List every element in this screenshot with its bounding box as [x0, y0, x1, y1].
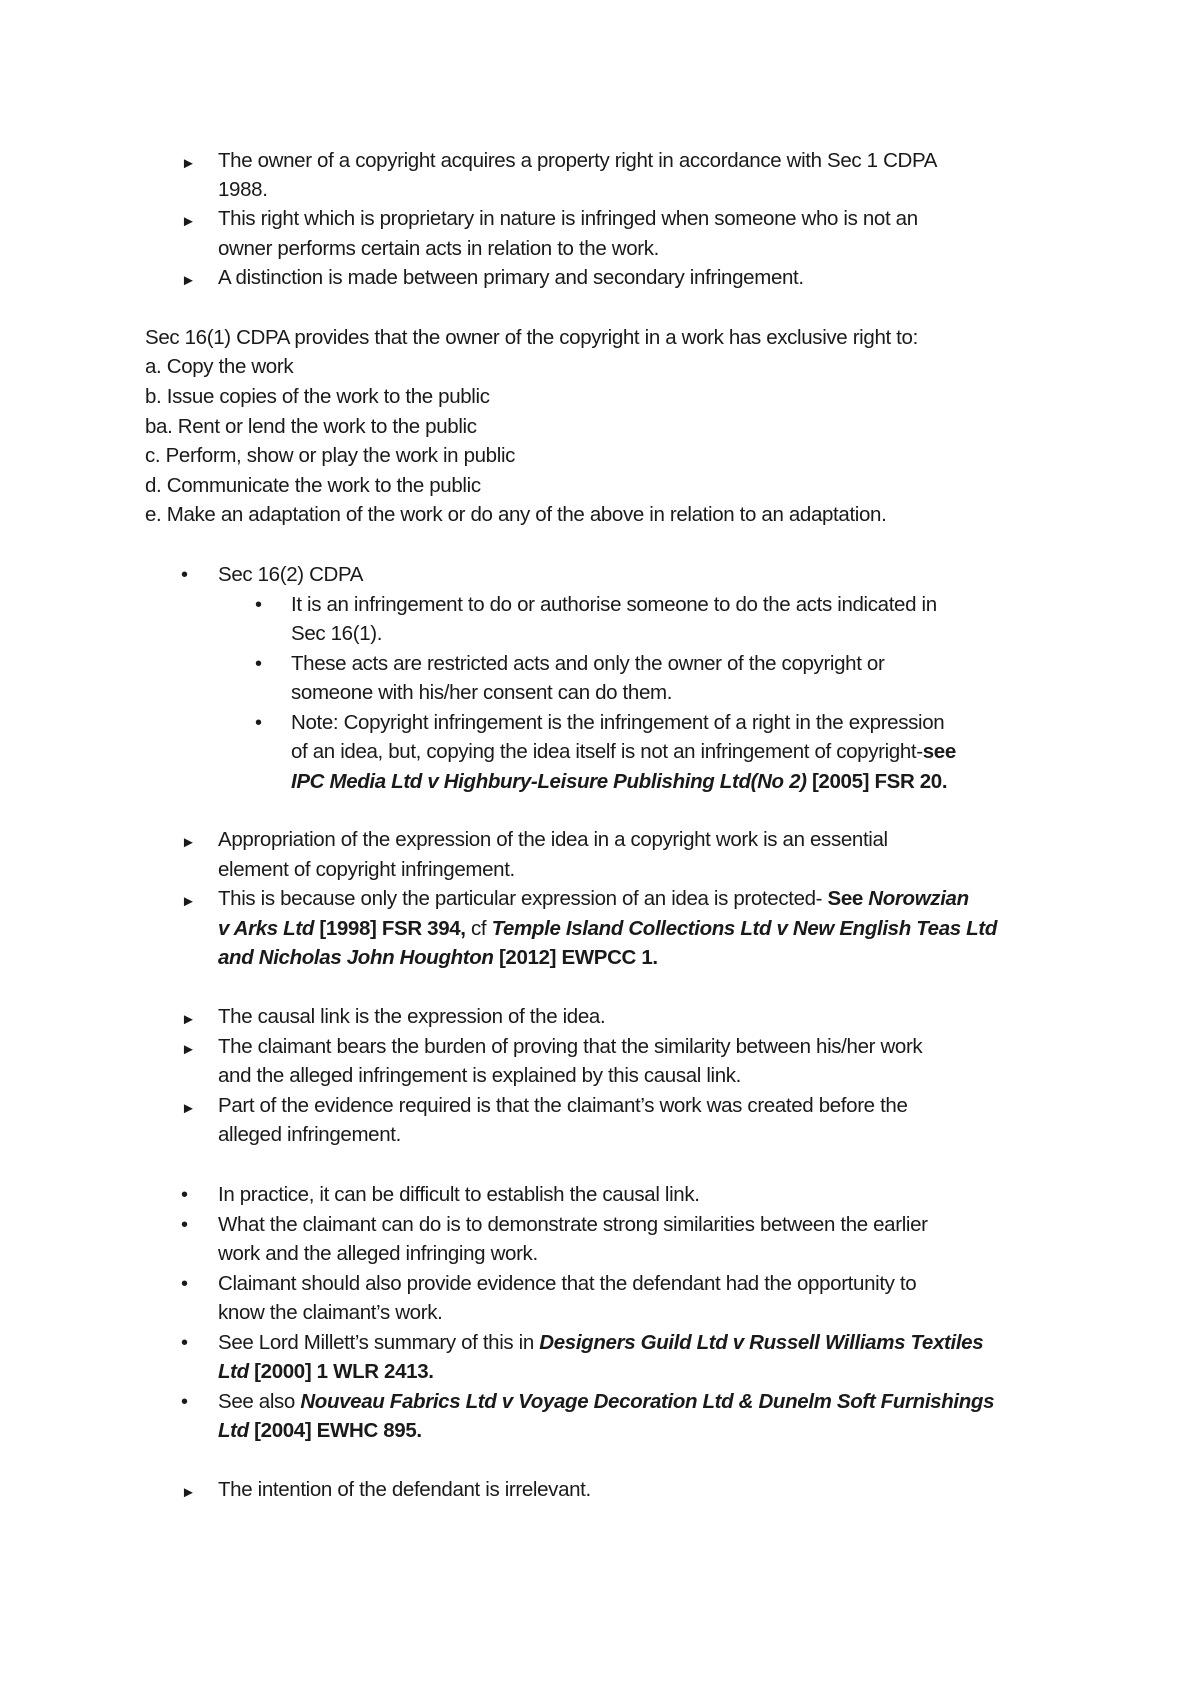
sec16-1-intro: Sec 16(1) CDPA provides that the owner of the copyright in a work has exclusive right to: [145, 326, 918, 349]
intro-bullet-2-cont: owner performs certain acts in relation to the work. [218, 237, 659, 260]
intro-bullet-1: The owner of a copyright acquires a property right in accordance with Sec 1 CDPA [218, 149, 938, 172]
practice-bullet-4-cont [218, 1357, 434, 1387]
sec16-1-item-ba: ba. Rent or lend the work to the public [145, 415, 477, 438]
case-citation: [2000] 1 WLR 2413. [248, 1360, 434, 1383]
sec16-2-sub3: Note: Copyright infringement is the infringement of a right in the expression [291, 711, 945, 734]
appropriation-bullet-2-cont2 [218, 943, 658, 973]
practice-bullet-5-cont [218, 1416, 422, 1446]
dot-bullet-icon: • [255, 653, 262, 675]
arrow-bullet-icon: ► [181, 155, 196, 172]
practice-bullet-3-cont: know the claimant’s work. [218, 1301, 443, 1324]
arrow-bullet-icon: ► [181, 893, 196, 910]
arrow-bullet-icon: ► [181, 1011, 196, 1028]
case-name: Nouveau Fabrics Ltd v Voyage Decoration Ltd & Dunelm Soft Furnishings [300, 1390, 995, 1413]
sec16-2-sub1-cont: Sec 16(1). [291, 622, 383, 645]
practice-bullet-3: Claimant should also provide evidence that the defendant had the opportunity to [218, 1272, 917, 1295]
sec16-2-sub3-cont [291, 737, 956, 767]
practice-bullet-5 [218, 1387, 994, 1417]
note-text: of an idea, but, copying the idea itself is not an infringement of copyright- [291, 740, 923, 763]
appropriation-bullet-2 [218, 884, 969, 914]
text-run: See also [218, 1390, 301, 1413]
practice-bullet-2-cont: work and the alleged infringing work. [218, 1242, 538, 1265]
case-name: v Arks Ltd [218, 917, 314, 940]
causal-bullet-3: Part of the evidence required is that the claimant’s work was created before the [218, 1094, 908, 1117]
dot-bullet-icon: • [255, 594, 262, 616]
dot-bullet-icon: • [181, 1332, 188, 1354]
arrow-bullet-icon: ► [181, 1041, 196, 1058]
case-name: Temple Island Collections Ltd v New English Teas Ltd [491, 917, 997, 940]
case-citation: [2012] EWPCC 1. [493, 946, 658, 969]
sec16-1-item-b: b. Issue copies of the work to the public [145, 385, 490, 408]
sec16-2-sub3-citation [291, 767, 947, 797]
case-name: IPC Media Ltd v Highbury-Leisure Publishing Ltd(No 2) [291, 770, 807, 793]
dot-bullet-icon: • [181, 1391, 188, 1413]
case-name: and Nicholas John Houghton [218, 946, 494, 969]
arrow-bullet-icon: ► [181, 213, 196, 230]
sec16-2-sub2-cont: someone with his/her consent can do them. [291, 681, 673, 704]
causal-bullet-3-cont: alleged infringement. [218, 1123, 401, 1146]
intro-bullet-3: A distinction is made between primary and secondary infringement. [218, 266, 804, 289]
dot-bullet-icon: • [181, 564, 188, 586]
sec16-2-sub1: It is an infringement to do or authorise someone to do the acts indicated in [291, 593, 937, 616]
appropriation-bullet-2-cont [218, 914, 997, 944]
dot-bullet-icon: • [181, 1273, 188, 1295]
dot-bullet-icon: • [181, 1214, 188, 1236]
sec16-2-sub2: These acts are restricted acts and only the owner of the copyright or [291, 652, 885, 675]
intro-bullet-2: This right which is proprietary in nature is infringed when someone who is not an [218, 207, 918, 230]
dot-bullet-icon: • [255, 712, 262, 734]
case-name: Designers Guild Ltd v Russell Williams Textiles [539, 1331, 984, 1354]
causal-bullet-1: The causal link is the expression of the idea. [218, 1005, 606, 1028]
case-name: Ltd [218, 1360, 249, 1383]
dot-bullet-icon: • [181, 1184, 188, 1206]
practice-bullet-2: What the claimant can do is to demonstrate strong similarities between the earlier [218, 1213, 928, 1236]
sec16-1-item-d: d. Communicate the work to the public [145, 474, 481, 497]
case-citation: [1998] FSR 394, [314, 917, 471, 940]
practice-bullet-4 [218, 1328, 983, 1358]
causal-bullet-2: The claimant bears the burden of proving that the similarity between his/her work [218, 1035, 923, 1058]
case-name: Norowzian [868, 887, 969, 910]
case-citation: [2005] FSR 20. [806, 770, 948, 793]
practice-bullet-1: In practice, it can be difficult to establish the causal link. [218, 1183, 700, 1206]
causal-bullet-2-cont: and the alleged infringement is explained by this causal link. [218, 1064, 742, 1087]
sec16-1-item-c: c. Perform, show or play the work in public [145, 444, 516, 467]
sec16-1-item-e: e. Make an adaptation of the work or do any of the above in relation to an adaptation. [145, 503, 887, 526]
arrow-bullet-icon: ► [181, 1484, 196, 1501]
appropriation-bullet-1-cont: element of copyright infringement. [218, 858, 515, 881]
case-citation: [2004] EWHC 895. [248, 1419, 422, 1442]
cf-label: cf [471, 917, 492, 940]
see-label: see [922, 740, 956, 763]
sec16-2-heading: Sec 16(2) CDPA [218, 563, 364, 586]
text-run: See Lord Millett’s summary of this in [218, 1331, 540, 1354]
intro-bullet-1-cont: 1988. [218, 178, 268, 201]
arrow-bullet-icon: ► [181, 834, 196, 851]
final-bullet: The intention of the defendant is irrelevant. [218, 1478, 591, 1501]
appropriation-bullet-1: Appropriation of the expression of the idea in a copyright work is an essential [218, 828, 888, 851]
sec16-1-item-a: a. Copy the work [145, 355, 294, 378]
arrow-bullet-icon: ► [181, 1100, 196, 1117]
see-label: See [827, 887, 869, 910]
case-name: Ltd [218, 1419, 249, 1442]
arrow-bullet-icon: ► [181, 272, 196, 289]
text-run: This is because only the particular expression of an idea is protected- [218, 887, 828, 910]
